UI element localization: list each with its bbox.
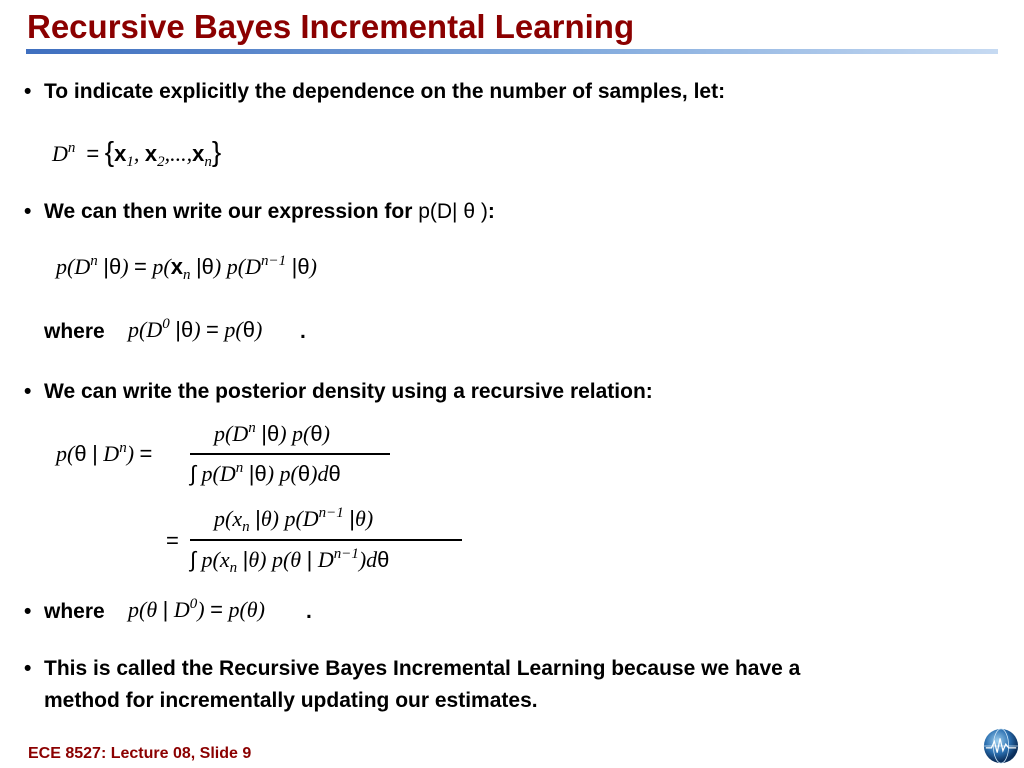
bullet-4-text: where xyxy=(44,600,105,623)
bullet-marker: • xyxy=(24,600,32,623)
bullet-marker: • xyxy=(24,380,32,403)
equation-recursive-numerator: $p(x_n$ |θ) $p(D^{n-1}$ |θ) xyxy=(214,505,374,535)
bullet-marker: • xyxy=(24,200,32,223)
bullet-5-line-2: method for incrementally updating our estimates. xyxy=(44,689,538,712)
fraction-line-2 xyxy=(190,539,462,541)
where-1-text: where xyxy=(44,320,105,343)
slide-footer: ECE 8527: Lecture 08, Slide 9 xyxy=(28,745,252,762)
bullet-5-line-1: This is called the Recursive Bayes Incremental Learning because we have a xyxy=(44,657,801,680)
bullet-marker: • xyxy=(24,657,32,680)
bullet-1-text: To indicate explicitly the dependence on the number of samples, let: xyxy=(44,80,726,103)
fraction-line-1 xyxy=(190,453,390,455)
equation-dataset-definition: $D^n = \{x_1$, $x_2,...,x_n$} xyxy=(52,136,222,170)
bullet-2-colon: : xyxy=(487,200,495,223)
bullet-4-period: . xyxy=(306,600,312,623)
equation-posterior-denominator: ∫ $p(D^n$ |θ) p(θ)dθ xyxy=(190,460,341,486)
bullet-2-text xyxy=(44,200,495,224)
where-1-period: . xyxy=(300,320,306,343)
slide-title: Recursive Bayes Incremental Learning xyxy=(27,8,635,45)
bullet-2-bold-text: We can then write our expression for xyxy=(44,200,419,223)
equation-initial-posterior: p(θ | $D^0) = p(\theta)$ xyxy=(128,596,265,622)
equation-likelihood-recursion: $p(D^n$ $|\theta) = p(x_n$ |θ) $p(D^{n-1}$ |θ) xyxy=(56,253,317,283)
equation-posterior-numerator: $p(D^n$ |θ) p(θ) xyxy=(214,420,330,446)
equation-posterior-lhs: p(θ | $D^n$) = xyxy=(56,440,153,466)
equation-second-equals: = xyxy=(166,528,179,553)
equation-recursive-denominator: ∫ $p(x_n$ |θ) p(θ | $D^{n-1})d\theta$ xyxy=(190,546,390,576)
globe-logo-icon xyxy=(982,727,1020,765)
bullet-marker: • xyxy=(24,80,32,103)
equation-initial-likelihood: $p(D^0$ |θ) = p(θ) xyxy=(128,316,263,342)
bullet-2-expression: p(D| θ ) xyxy=(418,200,488,223)
bullet-3-text: We can write the posterior density using a recursive relation: xyxy=(44,380,653,403)
title-rule xyxy=(26,49,998,54)
